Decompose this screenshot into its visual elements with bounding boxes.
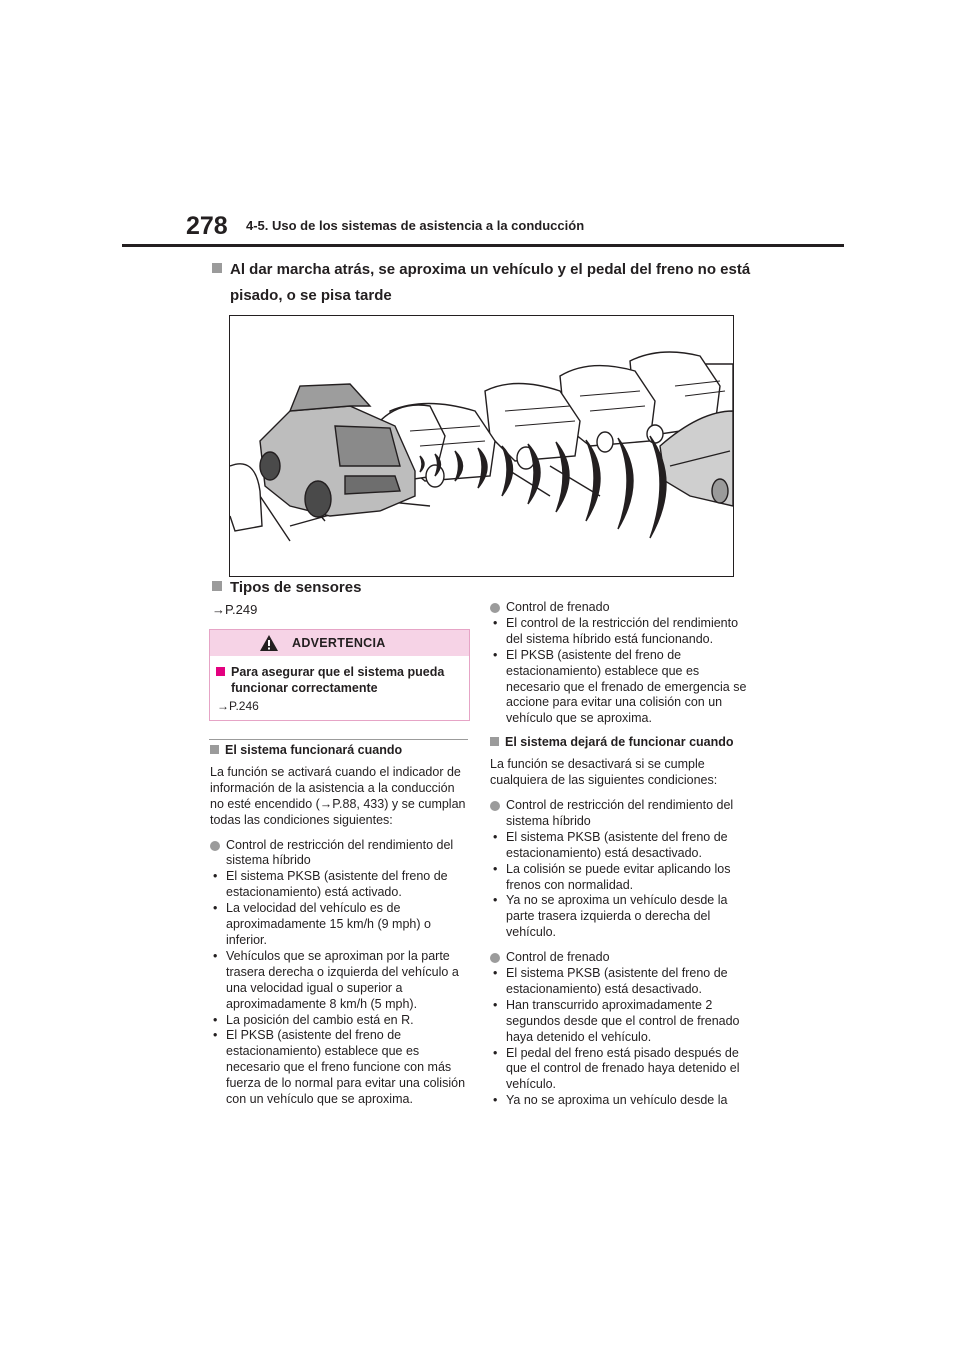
brake-control-list (490, 616, 756, 727)
list-item: • La velocidad del vehículo es de aproximadamente 15 km/h (9 mph) o inferior. (210, 901, 468, 949)
square-bullet-icon (212, 581, 222, 591)
stops-group2-list (490, 966, 756, 1109)
list-item: • El pedal del freno está pisado después de que el control de frenado haya detenido el vehículo. (490, 1046, 756, 1094)
round-bullet-icon (490, 953, 500, 963)
warning-triangle-icon (259, 634, 279, 652)
warning-subheading-line2: funcionar correctamente (231, 681, 378, 695)
list-item: • La posición del cambio está en R. (210, 1013, 468, 1029)
column-divider (209, 739, 468, 740)
list-item (490, 950, 756, 966)
chapter-title: 4-5. Uso de los sistemas de asistencia a la conducción (246, 218, 585, 233)
list-item (490, 600, 756, 616)
operates-group-title: Control de restricción del rendimiento del sistema híbrido (226, 837, 454, 868)
square-bullet-icon (212, 263, 222, 273)
list-item: • La colisión se puede evitar aplicando los frenos con normalidad. (490, 862, 756, 894)
list-item: • El sistema PKSB (asistente del freno de estacionamiento) está activado. (210, 869, 468, 901)
round-bullet-icon (210, 841, 220, 851)
stops-group1-list (490, 830, 756, 941)
square-bullet-icon (210, 745, 219, 754)
sensor-types-ref[interactable]: →P.249 (212, 602, 258, 617)
operates-heading (210, 743, 468, 759)
list-item: • El sistema PKSB (asistente del freno de estacionamiento) está desactivado. (490, 830, 756, 862)
stops-intro: La función se desactivará si se cumple cualquiera de las siguientes condiciones: (490, 757, 718, 788)
list-item: • Ya no se aproxima un vehículo desde la parte trasera izquierda o derecha del vehículo. (490, 893, 756, 941)
warning-box (209, 629, 470, 721)
list-item: • El sistema PKSB (asistente del freno de estacionamiento) está desactivado. (490, 966, 756, 998)
parking-illustration (229, 315, 734, 577)
stops-heading (490, 735, 756, 751)
list-item: • Vehículos que se aproximan por la parte trasera derecha o izquierda del vehículo a una velocidad igual o superior a aproximadamente 8 km/h (5 mph). (210, 949, 468, 1013)
page-number: 278 (186, 212, 228, 240)
square-bullet-icon (490, 737, 499, 746)
section-heading-line1: Al dar marcha atrás, se aproxima un vehículo y el pedal del freno no está (230, 261, 751, 278)
brake-control-title: Control de frenado (506, 600, 610, 614)
operates-heading-text: El sistema funcionará cuando (225, 743, 403, 757)
list-item: • El PKSB (asistente del freno de estacionamiento) establece que es necesario que el freno funcione con más fuerza de lo normal para evitar una colisión con un vehículo que se aproxima. (210, 1028, 468, 1108)
list-item: • Han transcurrido aproximadamente 2 segundos desde que el control de frenado haya detenido el vehículo. (490, 998, 756, 1046)
right-column (490, 600, 756, 1109)
warning-title: ADVERTENCIA (292, 636, 386, 650)
left-column (210, 743, 468, 1108)
section-heading-line2: pisado, o se pisa tarde (230, 287, 392, 304)
stops-group2-title: Control de frenado (506, 950, 610, 965)
round-bullet-icon (490, 603, 500, 613)
header-rule (122, 244, 844, 247)
sensor-types-title: Tipos de sensores (230, 579, 362, 596)
warning-subheading (216, 664, 464, 696)
stops-group1-title: Control de restricción del rendimiento del sistema híbrido (506, 797, 734, 828)
sensor-types-heading (212, 578, 361, 598)
stops-heading-text: El sistema dejará de funcionar cuando (505, 735, 734, 750)
list-item: • El control de la restricción del rendimiento del sistema híbrido está funcionando. (490, 616, 756, 648)
list-item: • El PKSB (asistente del freno de estacionamiento) establece que es necesario que el frenado de emergencia se accione para evitar una colisión con un vehículo que se aproxima. (490, 648, 756, 728)
square-bullet-icon (216, 667, 225, 676)
warning-ref[interactable]: →P.246 (217, 699, 259, 713)
list-item (210, 838, 468, 870)
warning-header (210, 630, 469, 656)
operates-conditions (210, 869, 468, 1108)
round-bullet-icon (490, 801, 500, 811)
list-item: • Ya no se aproxima un vehículo desde la (490, 1093, 756, 1109)
rear-cross-traffic-illustration (230, 316, 733, 576)
operates-intro: La función se activará cuando el indicador de información de la asistencia a la conducción no esté encendido (→P.88, 433) y se cumplan todas las condiciones siguientes: (210, 764, 466, 827)
section-heading (212, 257, 752, 309)
list-item (490, 798, 756, 830)
warning-subheading-line1: Para asegurar que el sistema pueda (231, 665, 445, 679)
